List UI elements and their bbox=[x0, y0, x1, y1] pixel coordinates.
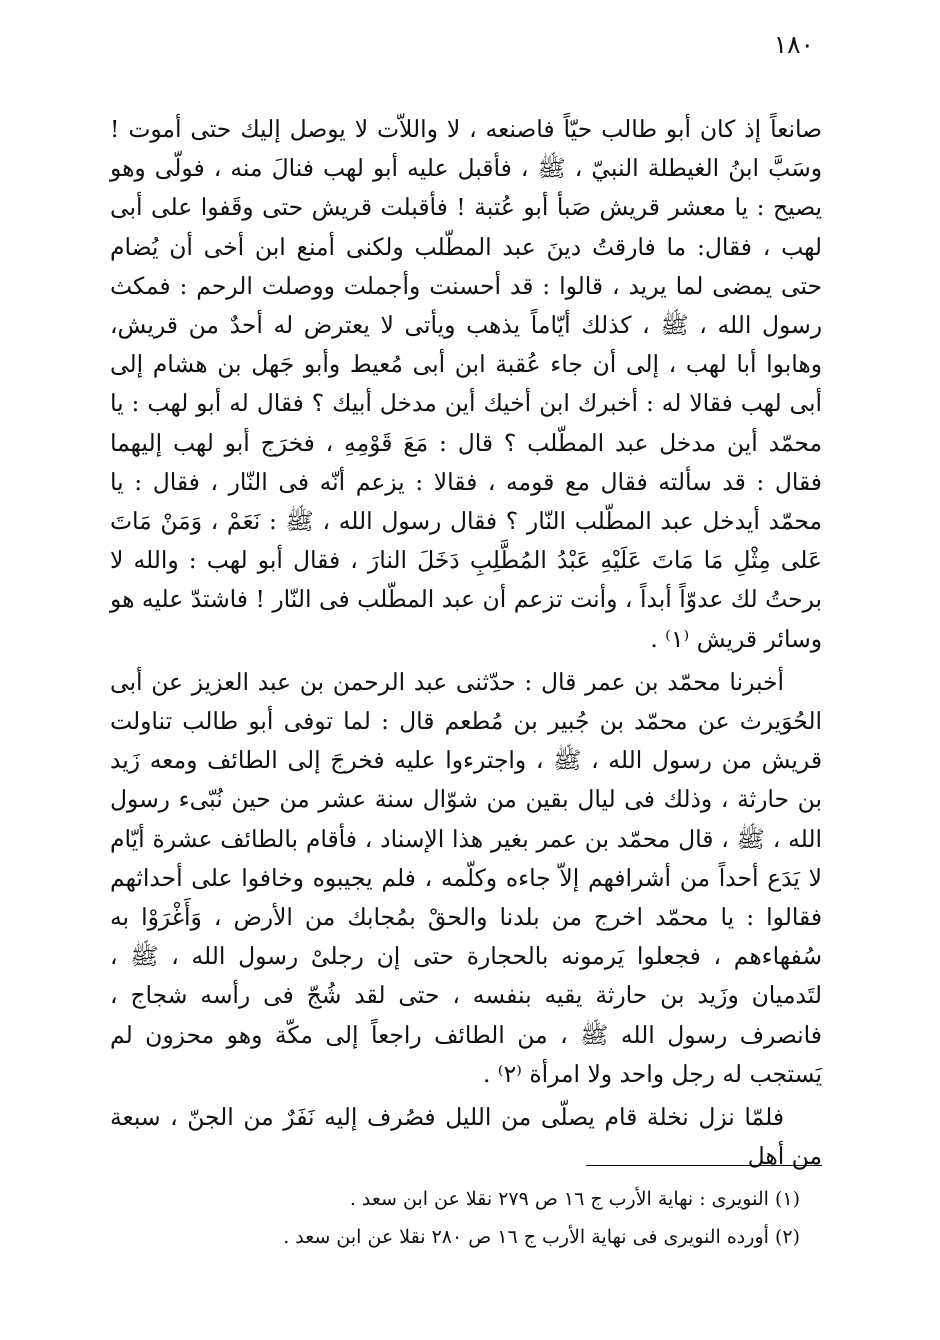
footnote-2: (٢) أورده النويرى فى نهاية الأرب ج ١٦ ص ٢٨٠ نقلا عن ابن سعد . bbox=[283, 1226, 800, 1248]
footnote-divider bbox=[586, 1165, 822, 1166]
text-line: عمر بغير هذا الإسناد ، فأقام بالطائف عشرة أيّام لا يَدَع أحداً من أشرافهم إلاّ جاءه bbox=[110, 824, 823, 892]
text-line: قالوا : قد أحسنت وأجملت ووصلت الرحم : فمكث رسول الله ، ﷺ ، كذلك bbox=[110, 271, 823, 340]
paragraph-2 bbox=[110, 663, 822, 1094]
text-line: وكلّمه ، فلم يجيبوه وخافوا على أحداثهم فقالوا : يا محمّد اخرج من بلدنا والحقْ bbox=[110, 863, 823, 932]
text-line: فلمّا نزل نخلة قام يصلّى من الليل فصُرف إليه نَفَرٌ من الجنّ ، سبعة من أهل bbox=[110, 1103, 822, 1171]
text-line: النّار ، فقال : يا محمّد أيدخل عبد المطّلب النّار ؟ فقال رسول الله ، ﷺ : نَعَمْ ، bbox=[110, 467, 822, 536]
text-line: مدخل أبيك ؟ فقال له أبو لهب : يا محمّد أين مدخل عبد المطّلب ؟ قال : مَعَ bbox=[110, 389, 822, 457]
text-line: يا معشر قريش صَبأ أبو عُتبة ! فأقبلت قريش حتى وقَفوا على أبى لهب ، فقال: bbox=[110, 193, 822, 261]
text-line: ابن أبى مُعيط وأبو جَهل بن هشام إلى أبى لهب فقالا له : أخبرك ابن أخيك أين bbox=[110, 350, 823, 418]
text-line: أيّاماً يذهب ويأتى لا يعترض له أحدٌ من قريش، وهابوا أبا لهب ، إلى أن جاء عُقبة bbox=[110, 311, 823, 379]
footnotes bbox=[200, 1180, 800, 1256]
text-line: ما فارقتُ دينَ عبد المطّلب ولكنى أمنع ابن أخى أن يُضام حتى يمضى لما يريد ، bbox=[110, 232, 822, 300]
text-line: أخبرنا محمّد بن عمر قال : حدّثنى عبد الرحمن بن عبد العزيز عن أبى bbox=[110, 667, 784, 696]
text-line: صانعاً إذ كان أبو طالب حيّاً فاصنعه ، لا واللاّت لا يوصل إليك حتى أموت ! bbox=[110, 115, 822, 143]
text-line: لا برحتُ لك عدوّاً أبداً ، وأنت تزعم أن عبد المطّلب فى النّار ! فاشتدّ عليه هو bbox=[110, 546, 822, 614]
text-line: وسَبَّ ابنُ الغيطلة النبيّ ، ﷺ ، فأقبل عليه أبو لهب فنالَ منه ، فولّى وهو يصيح : bbox=[110, 154, 822, 222]
text-line: وسائر قريش ⁽١⁾ . bbox=[650, 624, 822, 653]
text-line: فى ليال بقين من شوّال سنة عشر من حين نُبّىء رسول الله ، ﷺ ، قال محمّد بن bbox=[110, 785, 822, 853]
body-text bbox=[110, 110, 822, 1176]
text-line: بمُجابك من الأرض ، وَأَغْرَوْا به سُفهاءهم ، فجعلوا يَرمونه بالحجارة حتى إن رجلىْ bbox=[110, 903, 822, 971]
text-line: يَستجب له رجل واحد ولا امرأة ⁽٢⁾ . bbox=[482, 1059, 822, 1088]
text-line: وَمَنْ مَاتَ عَلى مِثْلِ مَا مَاتَ عَلَيْهِ عَبْدُ المُطَّلِبِ دَخَلَ النارَ ، فقال أبو لهب : والله bbox=[110, 507, 823, 575]
text-line: الحُوَيرث عن محمّد بن جُبير بن مُطعم قال : لما توفى أبو طالب تناولت قريش من bbox=[110, 707, 822, 775]
paragraph-1 bbox=[110, 110, 822, 659]
text-line: رسول الله ، ﷺ ، واجترءوا عليه فخرجَ إلى الطائف ومعه زَيد بن حارثة ، وذلك bbox=[110, 746, 823, 814]
text-line: شجاج ، فانصرف رسول الله ﷺ ، من الطائف راجعاً إلى مكّة وهو محزون لم bbox=[110, 981, 822, 1049]
page-number: ١٨٠ bbox=[773, 30, 814, 59]
text-line: رسول الله ، ﷺ ، لتَدميان وزَيد بن حارثة يقيه بنفسه ، حتى لقد شُجّ فى رأسه bbox=[110, 942, 822, 1010]
text-line: قَوْمِهِ ، فخرَج أبو لهب إليهما فقال : قد سألته فقال مع قومه ، فقالا : يزعم أنّه فى bbox=[110, 428, 822, 496]
footnote-1: (١) النويرى : نهاية الأرب ج ١٦ ص ٢٧٩ نقلا عن ابن سعد . bbox=[349, 1188, 800, 1210]
